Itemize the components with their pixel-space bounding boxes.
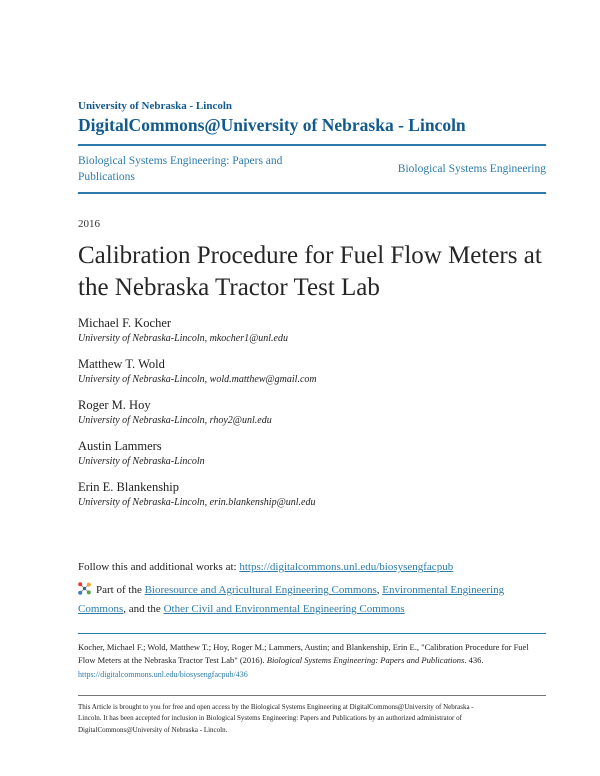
author-affiliation: University of Nebraska-Lincoln, rhoy2@unl.edu [78, 415, 272, 427]
repository-title-link[interactable]: DigitalCommons@University of Nebraska - Lincoln [78, 115, 466, 135]
access-statement: This Article is brought to you for free and open access by the Biological Systems Engineering at DigitalCommons@University of Nebraska - Lincoln. It has been accepted for inclusion in Biological Systems Engineering: Papers and Publications by an authorized administrator of DigitalCommons@University of Nebraska - Lincoln. [78, 702, 474, 734]
part-of-prefix: Part of the [96, 584, 145, 597]
commons-network-icon [78, 582, 91, 601]
author-block [78, 439, 546, 468]
separator: , [376, 584, 383, 597]
author-name: Austin Lammers [78, 439, 162, 454]
citation-suffix: . 436. [464, 655, 484, 666]
article-url-link[interactable]: https://digitalcommons.unl.edu/biosysengfacpub/436 [78, 669, 248, 679]
nav-rule [78, 192, 546, 194]
publication-year: 2016 [78, 218, 100, 231]
citation-journal: Biological Systems Engineering: Papers and Publications [266, 655, 465, 666]
footer-rule [78, 695, 546, 696]
author-name: Erin E. Blankenship [78, 480, 180, 495]
follow-works-prefix: Follow this and additional works at: [78, 561, 240, 574]
repository-series-url-link[interactable]: https://digitalcommons.unl.edu/biosysengfacpub [239, 561, 454, 574]
recommended-citation [78, 641, 546, 667]
author-name: Michael F. Kocher [78, 316, 172, 331]
series-link[interactable]: Biological Systems Engineering: Papers and Publications [78, 155, 283, 184]
department-link[interactable]: Biological Systems Engineering [397, 163, 546, 176]
author-affiliation: University of Nebraska-Lincoln, wold.matthew@gmail.com [78, 374, 317, 386]
breadcrumb-bar [78, 146, 546, 192]
author-block [78, 398, 546, 427]
commons-link-other-civil[interactable]: Other Civil and Environmental Engineering Commons [163, 603, 405, 616]
disciplines-line [78, 582, 546, 618]
citation-text: Kocher, Michael F.; Wold, Matthew T.; Hoy, Roger M.; Lammers, Austin; and Blankenship, Erin E., "Calibration Procedure for Fuel Flow Meters at the Nebraska Tractor Test Lab" (2016). [78, 642, 529, 666]
article-url-line [78, 670, 546, 679]
author-affiliation: University of Nebraska-Lincoln [78, 456, 205, 468]
citation-rule [78, 633, 546, 634]
author-block [78, 357, 546, 386]
author-affiliation: University of Nebraska-Lincoln, erin.blankenship@unl.edu [78, 497, 316, 509]
institution-link[interactable]: University of Nebraska - Lincoln [78, 100, 232, 112]
follow-works-line [78, 561, 546, 573]
author-name: Roger M. Hoy [78, 398, 151, 413]
author-affiliation: University of Nebraska-Lincoln, mkocher1@unl.edu [78, 333, 288, 345]
article-title: Calibration Procedure for Fuel Flow Meters at the Nebraska Tractor Test Lab [78, 242, 542, 302]
author-name: Matthew T. Wold [78, 357, 165, 372]
author-block [78, 480, 546, 509]
commons-link-environmental[interactable]: Environmental Engineering Commons [78, 584, 505, 616]
commons-link-bioresource[interactable]: Bioresource and Agricultural Engineering Commons [144, 584, 377, 597]
separator: , and the [123, 603, 164, 616]
author-block [78, 316, 546, 345]
